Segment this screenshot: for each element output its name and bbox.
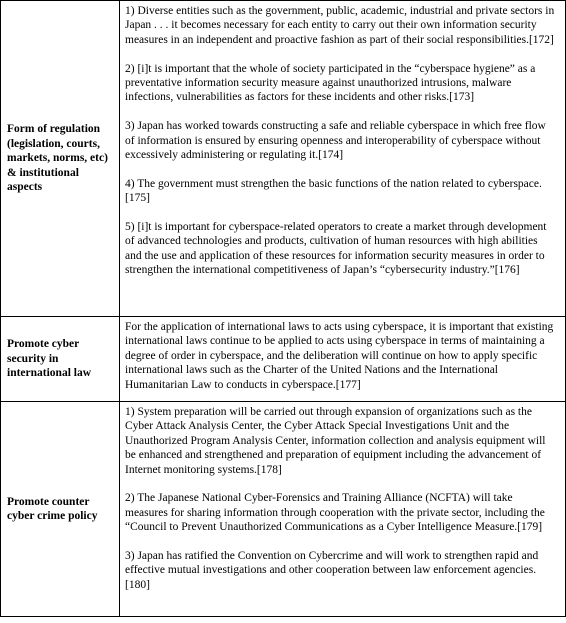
row-content	[120, 1, 566, 317]
paragraph: 4) The government must strengthen the basic functions of the nation related to cyberspace.[175]	[125, 177, 542, 205]
paragraph: For the application of international laws to acts using cyberspace, it is important that existing international laws continue to be applied to acts using cyberspace in terms of maintaining a degree of order in cyberspace, and the deliberation will continue on how to apply specific international laws such as the Charter of the United Nations and the International Humanitarian Law to conducts in cyberspace.[177]	[125, 321, 554, 391]
paragraph: 1) Diverse entities such as the government, public, academic, industrial and private sectors in Japan . . . it becomes necessary for each entity to carry out their own information security measures in an independent and proactive fashion as part of their social responsibilities.[172]	[125, 5, 555, 46]
paragraph: 1) System preparation will be carried out through expansion of organizations such as the Cyber Attack Analysis Center, the Cyber Attack Special Investigations Unit and the Unauthorized Program Analysis Center, information collection and analysis equipment will be enhanced and strengthened and preparation of equipment including the advancement of Internet monitoring systems.[178]	[125, 406, 546, 476]
table-row	[1, 317, 566, 402]
row-label: Promote cyber security in international law	[1, 317, 120, 402]
table-row	[1, 1, 566, 317]
table-row	[1, 402, 566, 617]
row-label: Form of regulation (legislation, courts, markets, norms, etc) & institutional aspects	[1, 1, 120, 317]
paragraph: 2) The Japanese National Cyber-Forensics and Training Alliance (NCFTA) will take measures for sharing information through cooperation with the private sector, including the “Council to Prevent Unauthorized Communications as a Cyber Intelligence Measure.[179]	[125, 492, 545, 534]
row-content	[120, 402, 566, 617]
row-label: Promote counter cyber crime policy	[1, 402, 120, 617]
row-content	[120, 317, 566, 402]
paragraph: 2) [i]t is important that the whole of society participated in the “cyberspace hygiene” as a preventative information security measure against unauthorized intrusions, malware infections, vulnerabilities as factors for these incidents and other risks.[173]	[125, 62, 536, 104]
paragraph: 3) Japan has worked towards constructing a safe and reliable cyberspace in which free flow of information is ensured by ensuring openness and interoperability of cyberspace without excessively administering or regulating it.[174]	[125, 120, 546, 162]
paragraph: 3) Japan has ratified the Convention on Cybercrime and will work to strengthen rapid and effective mutual investigations and other cooperation between law enforcement agencies.[180]	[125, 550, 539, 591]
paragraph: 5) [i]t is important for cyberspace-related operators to create a market through development of advanced technologies and products, cultivation of human resources with high abilities and the use and application of these resources for information security measures in order to strengthen the international competitiveness of Japan’s “cybersecurity industry.”[176]	[125, 221, 547, 277]
